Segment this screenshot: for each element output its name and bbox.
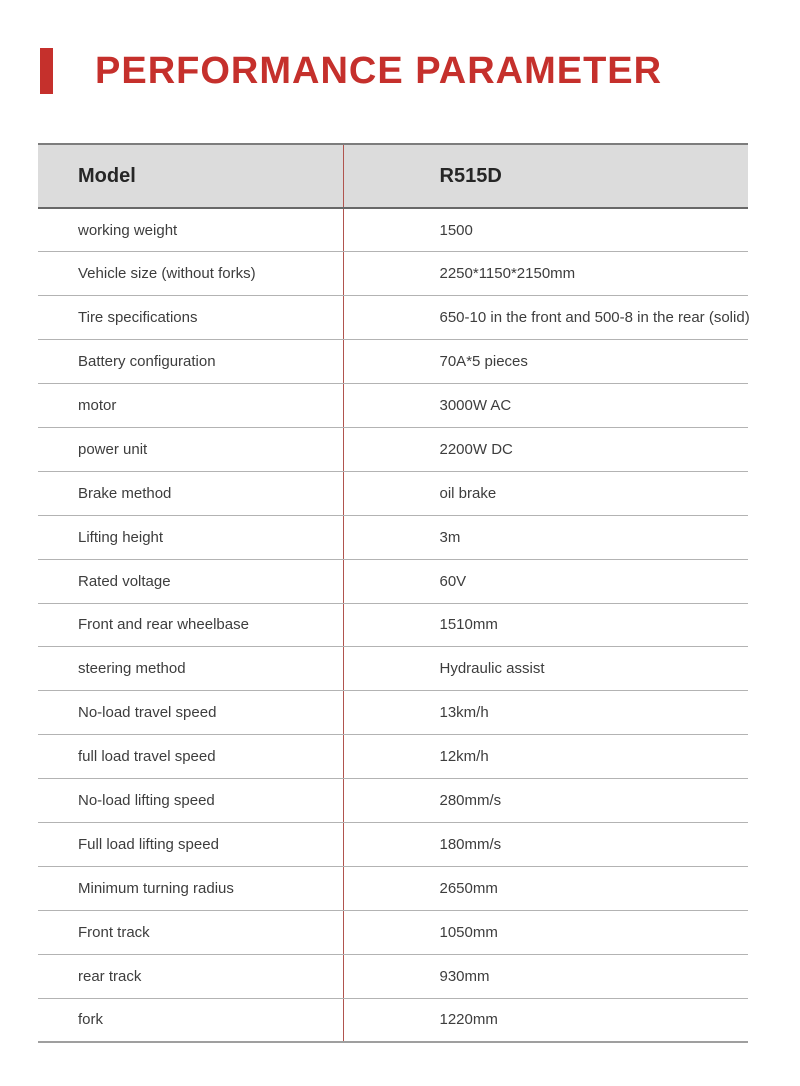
table-row bbox=[38, 735, 748, 779]
spec-value: 1500 bbox=[343, 208, 748, 252]
spec-value: 70A*5 pieces bbox=[343, 340, 748, 384]
table-header-row bbox=[38, 144, 748, 208]
spec-value: 1510mm bbox=[343, 603, 748, 647]
spec-label: Front and rear wheelbase bbox=[38, 603, 343, 647]
table-row bbox=[38, 384, 748, 428]
spec-value: 180mm/s bbox=[343, 822, 748, 866]
table-row bbox=[38, 910, 748, 954]
spec-value: 2200W DC bbox=[343, 427, 748, 471]
spec-value: 3000W AC bbox=[343, 384, 748, 428]
spec-value: 650-10 in the front and 500-8 in the rear (solid) bbox=[343, 296, 748, 340]
spec-label: Minimum turning radius bbox=[38, 866, 343, 910]
table-row bbox=[38, 954, 748, 998]
spec-value: 12km/h bbox=[343, 735, 748, 779]
model-header-label: Model bbox=[38, 144, 343, 208]
spec-value: 2650mm bbox=[343, 866, 748, 910]
table-row bbox=[38, 691, 748, 735]
spec-label: No-load lifting speed bbox=[38, 779, 343, 823]
table-row bbox=[38, 559, 748, 603]
spec-label: working weight bbox=[38, 208, 343, 252]
table-row bbox=[38, 208, 748, 252]
table-row bbox=[38, 866, 748, 910]
table-row bbox=[38, 647, 748, 691]
spec-label: No-load travel speed bbox=[38, 691, 343, 735]
spec-value: 3m bbox=[343, 515, 748, 559]
spec-label: fork bbox=[38, 998, 343, 1042]
model-header-value: R515D bbox=[343, 144, 748, 208]
spec-label: Brake method bbox=[38, 471, 343, 515]
spec-label: full load travel speed bbox=[38, 735, 343, 779]
table-row bbox=[38, 822, 748, 866]
table-row bbox=[38, 340, 748, 384]
table-row bbox=[38, 998, 748, 1042]
table-row bbox=[38, 603, 748, 647]
spec-label: Tire specifications bbox=[38, 296, 343, 340]
table-row bbox=[38, 252, 748, 296]
spec-value: 60V bbox=[343, 559, 748, 603]
title-accent-bar bbox=[40, 48, 53, 94]
spec-label: Full load lifting speed bbox=[38, 822, 343, 866]
spec-value: 1220mm bbox=[343, 998, 748, 1042]
table-row bbox=[38, 779, 748, 823]
table-row bbox=[38, 515, 748, 559]
spec-value: oil brake bbox=[343, 471, 748, 515]
spec-label: Rated voltage bbox=[38, 559, 343, 603]
spec-value: 1050mm bbox=[343, 910, 748, 954]
spec-label: Vehicle size (without forks) bbox=[38, 252, 343, 296]
spec-table-body bbox=[38, 208, 748, 1042]
table-row bbox=[38, 471, 748, 515]
spec-label: Front track bbox=[38, 910, 343, 954]
spec-value: 13km/h bbox=[343, 691, 748, 735]
spec-label: rear track bbox=[38, 954, 343, 998]
spec-label: Battery configuration bbox=[38, 340, 343, 384]
spec-value: 2250*1150*2150mm bbox=[343, 252, 748, 296]
spec-value: 930mm bbox=[343, 954, 748, 998]
page-title: PERFORMANCE PARAMETER bbox=[95, 50, 663, 92]
spec-label: motor bbox=[38, 384, 343, 428]
spec-label: power unit bbox=[38, 427, 343, 471]
spec-value: Hydraulic assist bbox=[343, 647, 748, 691]
spec-value: 280mm/s bbox=[343, 779, 748, 823]
table-row bbox=[38, 427, 748, 471]
spec-label: Lifting height bbox=[38, 515, 343, 559]
spec-label: steering method bbox=[38, 647, 343, 691]
performance-parameter-table bbox=[38, 143, 748, 1043]
table-row bbox=[38, 296, 748, 340]
